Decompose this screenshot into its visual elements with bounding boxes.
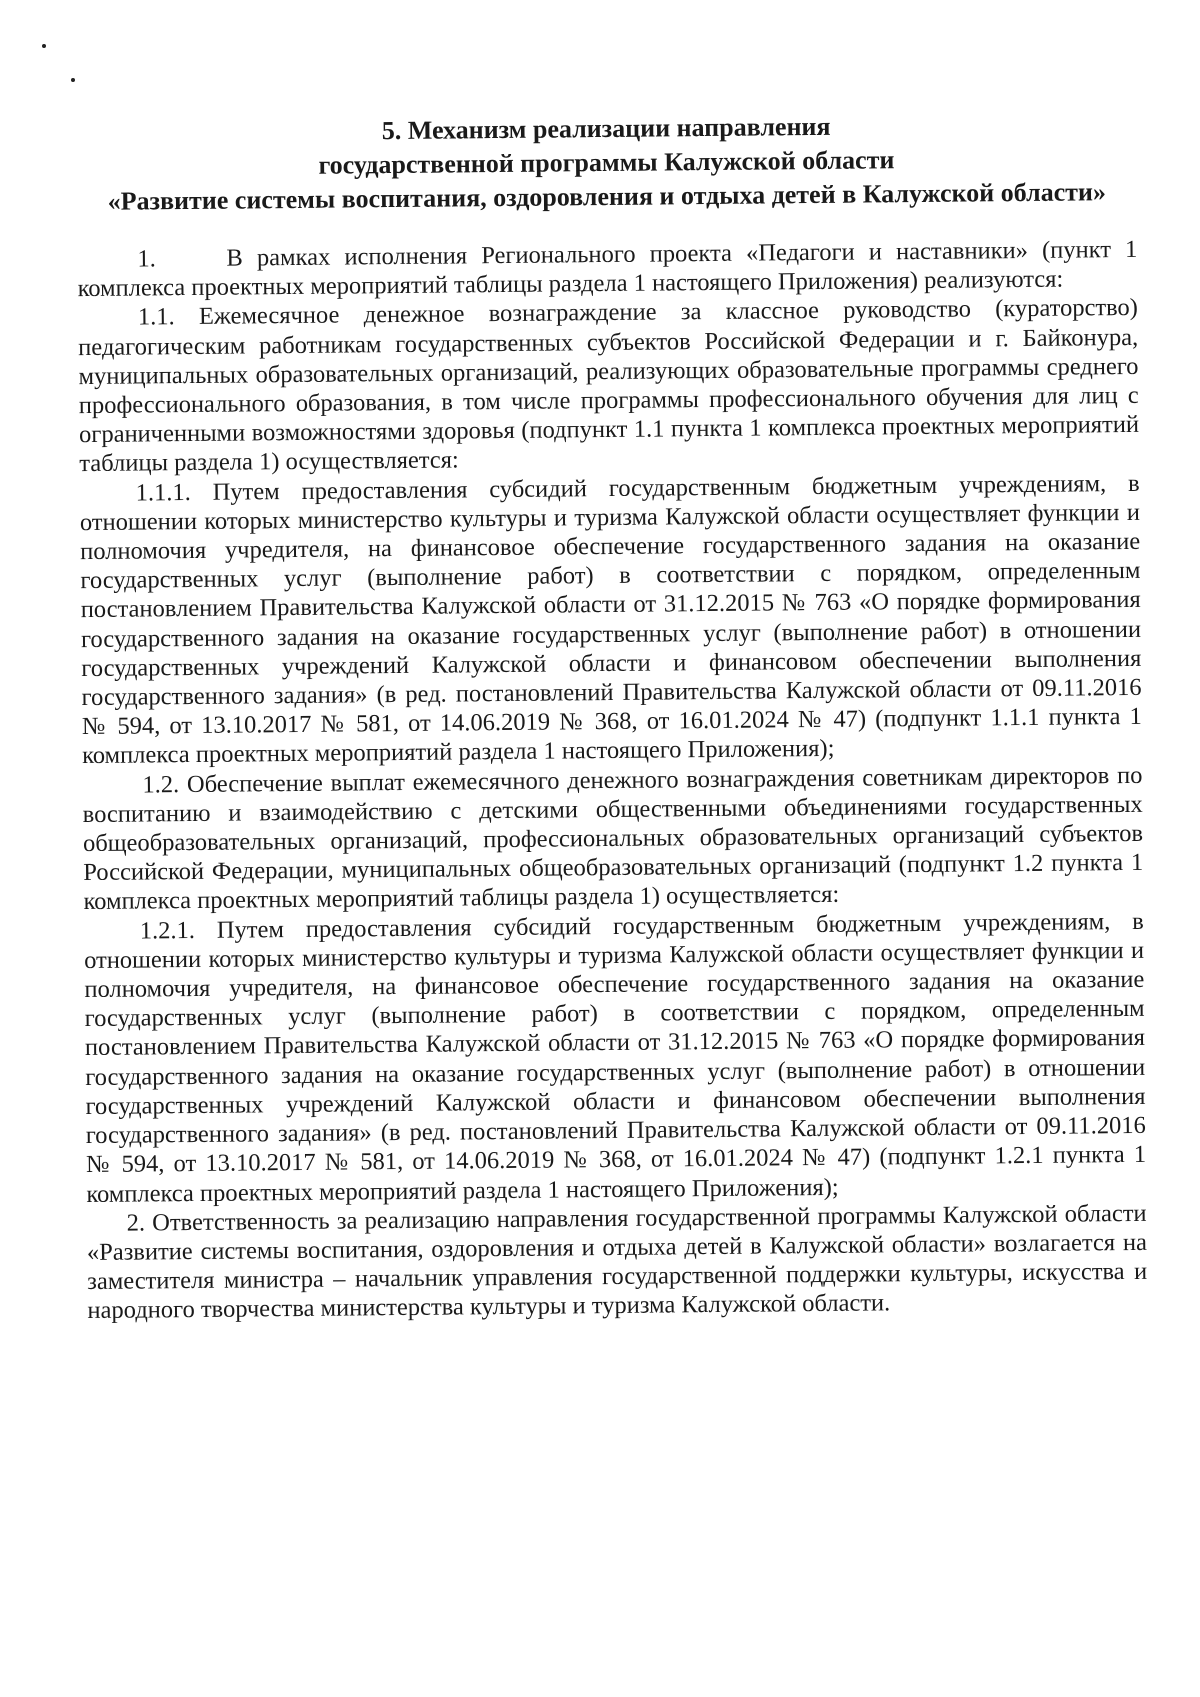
heading-line-3: «Развитие системы воспитания, оздоровления и отдыха детей в Калужской области»: [107, 177, 1107, 216]
paragraph-1-2: 1.2. Обеспечение выплат ежемесячного денежного вознаграждения советникам директоров по воспитанию и взаимодействию с детскими общественными объединениями государственных общеобразовательных организаций, профессиональных образовательных организаций субъектов Российской Федерации, муниципальных общеобразовательных организаций (подпункт 1.2 пункта 1 комплекса проектных мероприятий таблицы раздела 1) осуществляется:: [82, 761, 1144, 916]
paragraph-1-2-1: 1.2.1. Путем предоставления субсидий государственным бюджетным учреждениям, в отношении которых министерство культуры и туризма Калужской области осуществляет функции и полномочия учредителя, на финансовое обеспечение государственного задания на оказание государственных услуг (выполнение работ) в соответствии с порядком, определенным постановлением Правительства Калужской области от 31.12.2015 № 763 «О порядке формирования государственного задания на оказание государственных услуг (выполнение работ) в отношении государственных учреждений Калужской области и финансовом обеспечении выполнения государственного задания» (в ред. постановлений Правительства Калужской области от 09.11.2016 № 594, от 13.10.2017 № 581, от 14.06.2019 № 368, от 16.01.2024 № 47) (подпункт 1.2.1 пункта 1 комплекса проектных мероприятий раздела 1 настоящего Приложения);: [83, 907, 1147, 1208]
paragraph-1-1: 1.1. Ежемесячное денежное вознаграждение за классное руководство (кураторство) педагогическим работникам государственных субъектов Российской Федерации и г. Байконура, муниципальных образовательных организаций, реализующих образовательные программы среднего профессионального образования, в том числе программы профессионального обучения для лиц с ограниченными возможностями здоровья (подпункт 1.1 пункта 1 комплекса проектных мероприятий таблицы раздела 1) осуществляется:: [78, 294, 1140, 478]
document-page: [76, 107, 1148, 1326]
section-heading: [76, 107, 1137, 219]
paragraph-2: 2. Ответственность за реализацию направления государственной программы Калужской области «Развитие системы воспитания, оздоровления и отдыха детей в Калужской области» возлагается на заместителя министра – начальник управления государственной поддержки культуры, искусства и народного творчества министерства культуры и туризма Калужской области.: [86, 1199, 1148, 1325]
paragraph-1-1-1: 1.1.1. Путем предоставления субсидий государственным бюджетным учреждениям, в отношении которых министерство культуры и туризма Калужской области осуществляет функции и полномочия учредителя, на финансовое обеспечение государственного задания на оказание государственных услуг (выполнение работ) в соответствии с порядком, определенным постановлением Правительства Калужской области от 31.12.2015 № 763 «О порядке формирования государственного задания на оказание государственных услуг (выполнение работ) в отношении государственных учреждений Калужской области и финансовом обеспечении выполнения государственного задания» (в ред. постановлений Правительства Калужской области от 09.11.2016 № 594, от 13.10.2017 № 581, от 14.06.2019 № 368, от 16.01.2024 № 47) (подпункт 1.1.1 пункта 1 комплекса проектных мероприятий раздела 1 настоящего Приложения);: [79, 469, 1142, 770]
paragraph-1: 1. В рамках исполнения Регионального проекта «Педагоги и наставники» (пункт 1 комплекса проектных мероприятий таблицы раздела 1 настоящего Приложения) реализуются:: [77, 235, 1138, 303]
scan-speck: [71, 78, 75, 82]
heading-line-2: государственной программы Калужской области: [318, 145, 895, 180]
heading-line-1: 5. Механизм реализации направления: [381, 111, 831, 146]
scan-speck: [42, 44, 46, 48]
